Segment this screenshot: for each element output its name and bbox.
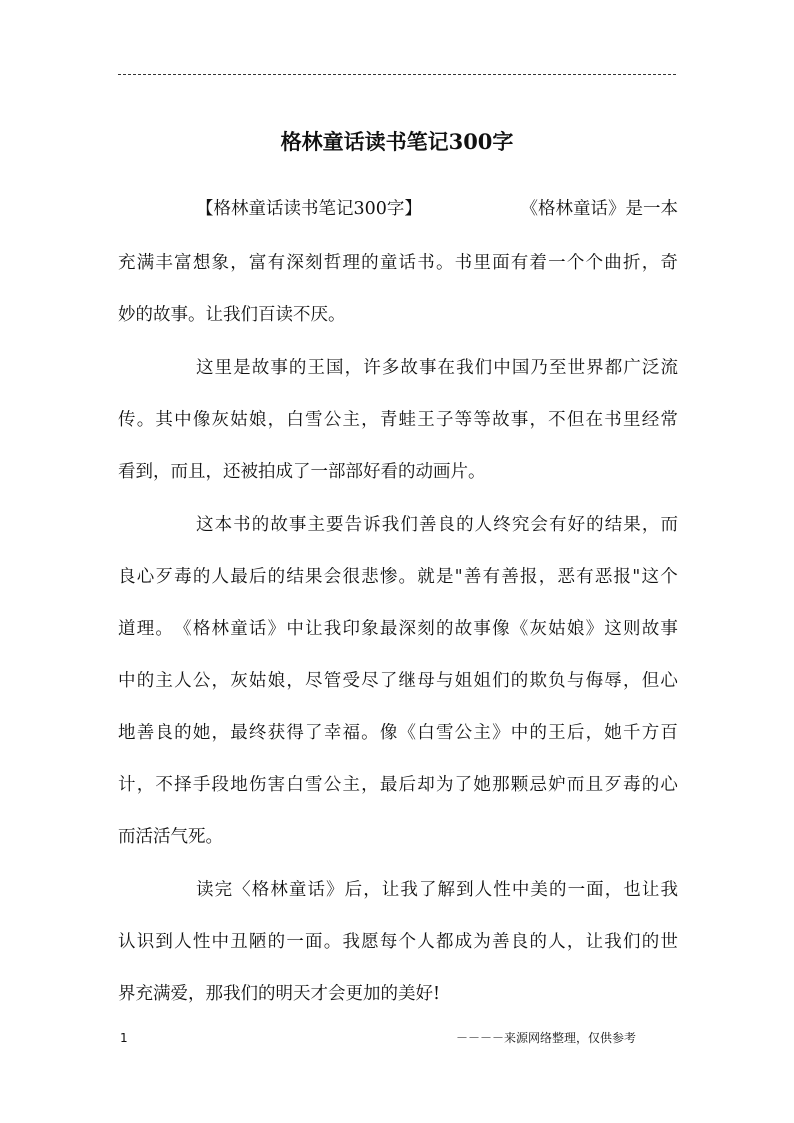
paragraph-4-line-1: 读 完 〈 格 林 童 话 》 后 ， 让 我 了 解 到 人 性 中 美 的 一 面 ， 也 让 我 xyxy=(196,880,678,900)
header-rule xyxy=(118,74,676,75)
paragraph-2-line-1: 这 里 是 故 事 的 王 国 ， 许 多 故 事 在 我 们 中 国 乃 至 世 界 都 广 泛 流 xyxy=(196,358,678,378)
paragraph-1-lead-right: 《格林童话》是一本 xyxy=(520,199,678,219)
paragraph-3-line-7: 而活活气死。 xyxy=(118,827,223,847)
paragraph-1-lead-left: 【格林童话读书笔记300字】 xyxy=(196,199,422,219)
paragraph-2-line-3: 看到，而且，还被拍成了一部部好看的动画片。 xyxy=(118,462,486,482)
paragraph-2-line-2: 传 。 其 中 像 灰 姑 娘 ， 白 雪 公 主 ， 青 蛙 王 子 等 等 故 事 ， 不 但 在 书 里 经 常 xyxy=(118,410,678,430)
paragraph-1-line-1 xyxy=(196,195,678,223)
paragraph-3-line-1: 这 本 书 的 故 事 主 要 告 诉 我 们 善 良 的 人 终 究 会 有 好 的 结 果 ， 而 xyxy=(196,515,678,535)
page-number: 1 xyxy=(120,1031,128,1045)
paragraph-3-line-6: 计 ， 不 择 手 段 地 伤 害 白 雪 公 主 ， 最 后 却 为 了 她 那 颗 忌 妒 而 且 歹 毒 的 心 xyxy=(118,775,678,795)
paragraph-1-line-2: 充 满 丰 富 想 象 ， 富 有 深 刻 哲 理 的 童 话 书 。 书 里 面 有 着 一 个 个 曲 折 ， 奇 xyxy=(118,253,678,273)
footer-source-note: －－－－来源网络整理，仅供参考 xyxy=(456,1031,637,1045)
paragraph-1-line-3: 妙的故事。让我们百读不厌。 xyxy=(118,305,346,325)
paragraph-3-line-2: 良 心 歹 毒 的 人 最 后 的 结 果 会 很 悲 惨 。 就 是 " 善 有 善 报 ， 恶 有 恶 报 " 这 个 xyxy=(118,567,678,587)
paragraph-3-line-3: 道 理 。 《 格 林 童 话 》 中 让 我 印 象 最 深 刻 的 故 事 像 《 灰 姑 娘 》 这 则 故 事 xyxy=(118,619,678,639)
paragraph-3-line-5: 地 善 良 的 她 ， 最 终 获 得 了 幸 福 。 像 《 白 雪 公 主 》 中 的 王 后 ， 她 千 方 百 xyxy=(118,723,678,743)
document-title: 格林童话读书笔记300字 xyxy=(280,129,514,154)
paragraph-3-line-4: 中 的 主 人 公 ， 灰 姑 娘 ， 尽 管 受 尽 了 继 母 与 姐 姐 们 的 欺 负 与 侮 辱 ， 但 心 xyxy=(118,671,678,691)
paragraph-4-line-3: 界充满爱，那我们的明天才会更加的美好! xyxy=(118,984,441,1004)
paragraph-4-line-2: 认 识 到 人 性 中 丑 陋 的 一 面 。 我 愿 每 个 人 都 成 为 善 良 的 人 ， 让 我 们 的 世 xyxy=(118,932,678,952)
